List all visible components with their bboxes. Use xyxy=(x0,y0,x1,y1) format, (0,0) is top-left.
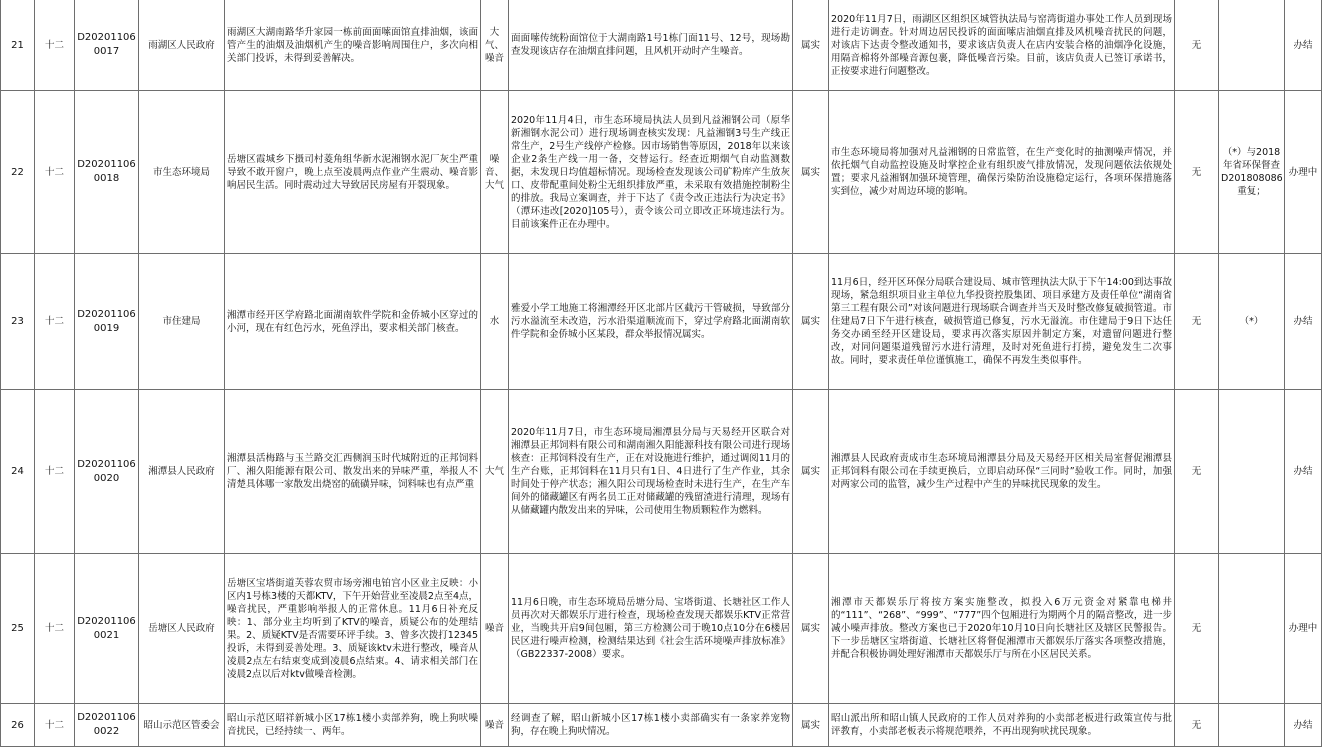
row-category: 大气 xyxy=(481,390,509,554)
row-complaint: 雨湖区大湖南路华升家园一栋前面面嗦面馆直排油烟，该面管产生的油烟及油烟机产生的噪音影响周围住户，多次向相关部门投诉，未得到妥善解决。 xyxy=(225,0,481,91)
table-row xyxy=(1,0,1322,91)
row-code: D202011060017 xyxy=(75,0,139,91)
row-index: 21 xyxy=(1,0,35,91)
row-unit: 市生态环境局 xyxy=(139,91,225,254)
row-status: 办结 xyxy=(1285,0,1322,91)
row-code: D202011060018 xyxy=(75,91,139,254)
row-accountability: 无 xyxy=(1175,91,1219,254)
row-category: 噪音 xyxy=(481,554,509,704)
row-verdict: 属实 xyxy=(793,554,829,704)
row-index: 25 xyxy=(1,554,35,704)
row-code: D202011060020 xyxy=(75,390,139,554)
row-status: 办结 xyxy=(1285,254,1322,390)
row-status: 办结 xyxy=(1285,390,1322,554)
row-complaint: 岳塘区宝塔街道芙蓉农贸市场旁湘电铂宫小区业主反映：小区内1号栋3楼的天都KTV，下午开始营业至凌晨2点至4点，噪音扰民，严重影响举报人的正常休息。11月6日补充反映：1、部分业主均听到了KTV的噪音，质疑公布的处理结果。2、质疑KTV是否需要环评手续。3、曾多次拨打12345投诉，未得到妥善处理。3、质疑该ktv未进行整改，噪音从凌晨2点左右结束变成到凌晨6点结束。4、请求相关部门在凌晨2点以后对ktv做噪音检测。 xyxy=(225,554,481,704)
row-category: 大气、噪音 xyxy=(481,0,509,91)
row-batch: 十二 xyxy=(35,390,75,554)
row-investigation: 经调查了解，昭山新城小区17栋1楼小卖部确实有一条家养宠物狗，存在晚上狗吠情况。 xyxy=(509,704,793,747)
row-verdict: 属实 xyxy=(793,390,829,554)
row-verdict: 属实 xyxy=(793,254,829,390)
row-remark xyxy=(1219,390,1285,554)
row-index: 22 xyxy=(1,91,35,254)
row-index: 24 xyxy=(1,390,35,554)
row-accountability: 无 xyxy=(1175,0,1219,91)
row-accountability: 无 xyxy=(1175,704,1219,747)
table-row xyxy=(1,254,1322,390)
row-unit: 市住建局 xyxy=(139,254,225,390)
row-status: 办结 xyxy=(1285,704,1322,747)
row-batch: 十二 xyxy=(35,91,75,254)
row-handling: 湘潭市天都娱乐厅将按方案实施整改，拟投入6万元资金对紧靠电梯井的“111”、“268”、“999”、“777”四个包厢进行为期两个月的隔音整改，进一步减小噪声排放。整改方案也已于2020年10月10日向长塘社区及辖区民警报告。下一步岳塘区宝塔街道、长塘社区将督促湘潭市天都娱乐厅落实各项整改措施，并配合积极协调处理好湘潭市天都娱乐厅与所在小区居民关系。 xyxy=(829,554,1175,704)
row-accountability: 无 xyxy=(1175,554,1219,704)
row-remark xyxy=(1219,554,1285,704)
row-complaint: 湘潭市经开区学府路北面湖南软件学院和金侨城小区穿过的小河，现在有红色污水，死鱼浮出，要求相关部门核查。 xyxy=(225,254,481,390)
row-batch: 十二 xyxy=(35,0,75,91)
row-remark xyxy=(1219,704,1285,747)
row-complaint: 昭山示范区昭祥新城小区17栋1楼小卖部养狗，晚上狗吠噪音扰民，已经持续一、两年。 xyxy=(225,704,481,747)
table-row xyxy=(1,390,1322,554)
row-investigation: 2020年11月4日，市生态环境局执法人员到凡益湘钢公司（原华新湘钢水泥公司）进行现场调查核实发现：凡益湘钢3号生产线正常生产，2号生产线停产检修。因市场销售等原因，2018年以来该企业2条生产线一用一备，交替运行。经查近期烟气自动监测数据，未发现日均值超标情况。现场检查发现该公司矿粉库产生放灰口、皮带配重间处粉尘无组织排放严重，未采取有效措施控制粉尘的排放。我局立案调查，并于下达了《责令改正违法行为决定书》（潭环违改[2020]105号），责令该公司立即改正环境违法行为。目前该案件正在办理中。 xyxy=(509,91,793,254)
row-unit: 湘潭县人民政府 xyxy=(139,390,225,554)
row-index: 23 xyxy=(1,254,35,390)
row-handling: 昭山派出所和昭山镇人民政府的工作人员对养狗的小卖部老板进行政策宣传与批评教育，小卖部老板表示将规范喂养，不再出现狗吠扰民现象。 xyxy=(829,704,1175,747)
row-handling: 2020年11月7日，雨湖区区组织区城管执法局与窑湾街道办事处工作人员到现场进行走访调查。针对周边居民投诉的面面嗦店油烟直排及风机噪音扰民的问题，对该店下达责令整改通知书，要求该店负责人在店内安装合格的油烟净化设施，用隔音棉将外部噪音源包裹，降低噪音污染。目前，该店负责人已签订承诺书，正按要求进行问题整改。 xyxy=(829,0,1175,91)
table-row xyxy=(1,91,1322,254)
row-batch: 十二 xyxy=(35,704,75,747)
row-code: D202011060021 xyxy=(75,554,139,704)
row-batch: 十二 xyxy=(35,254,75,390)
row-batch: 十二 xyxy=(35,554,75,704)
row-handling: 11月6日，经开区环保分局联合建设局、城市管理执法大队于下午14:00到达事故现场，紧急组织项目业主单位九华投资控股集团、项目承建方及责任单位“湖南省第三工程有限公司”对该问题进行现场联合调查并当天及时整改修复破损管道。市住建局7日下午进行核查，破损管道已修复，污水无溢流。市住建局于9日下达任务交办函至经开区建设局，要求再次落实原因并制定方案，对遗留问题进行整改，对同问题渠道残留污水进行清理，及时对死鱼进行打捞，避免发生二次事故。同时，要求责任单位谨慎施工，确保不再发生类似事件。 xyxy=(829,254,1175,390)
row-investigation: 雅爱小学工地施工将湘潭经开区北部片区截污干管破损，导致部分污水溢流至未改造，污水沿渠道顺流而下，穿过学府路北面湖南软件学院和金侨城小区某段，群众举报情况属实。 xyxy=(509,254,793,390)
row-unit: 雨湖区人民政府 xyxy=(139,0,225,91)
table-row xyxy=(1,704,1322,747)
row-status: 办理中 xyxy=(1285,554,1322,704)
row-verdict: 属实 xyxy=(793,0,829,91)
row-category: 水 xyxy=(481,254,509,390)
row-code: D202011060022 xyxy=(75,704,139,747)
row-unit: 昭山示范区管委会 xyxy=(139,704,225,747)
row-accountability: 无 xyxy=(1175,254,1219,390)
row-remark: （*） xyxy=(1219,254,1285,390)
row-category: 噪音、大气 xyxy=(481,91,509,254)
row-unit: 岳塘区人民政府 xyxy=(139,554,225,704)
row-verdict: 属实 xyxy=(793,91,829,254)
row-verdict: 属实 xyxy=(793,704,829,747)
table-body xyxy=(1,0,1322,747)
row-index: 26 xyxy=(1,704,35,747)
table-row xyxy=(1,554,1322,704)
row-investigation: 2020年11月7日，市生态环境局湘潭县分局与天易经开区联合对湘潭县正邦饲料有限公司和湖南湘久阳能源科技有限公司进行现场核查：正邦饲料没有生产，正在对设施进行维护，通过调阅11月的生产台账，正邦饲料在11月只有1日、4日进行了生产作业，其余时间处于停产状态；湘久阳公司现场检查时未进行生产，在生产车间外的储藏罐区有两名员工正对储藏罐的残留渣进行清理，现场有从储藏罐内散发出来的异味，公司使用生物质颗粒作为燃料。 xyxy=(509,390,793,554)
row-accountability: 无 xyxy=(1175,390,1219,554)
row-status: 办理中 xyxy=(1285,91,1322,254)
row-handling: 湘潭县人民政府责成市生态环境局湘潭县分局及天易经开区相关局室督促湘潭县正邦饲料有限公司在手续更换后，立即启动环保“三同时”验收工作。同时，加强对两家公司的监管，减少生产过程中产生的异味扰民现象的发生。 xyxy=(829,390,1175,554)
row-complaint: 岳塘区霞城乡下摄司村菱角组华新水泥湘钢水泥厂灰尘严重导致不敢开窗户，晚上点至凌晨两点作业产生震动、噪音影响居民生活。同时震动过大导致居民房屋有开裂现象。 xyxy=(225,91,481,254)
row-handling: 市生态环境局将加强对凡益湘钢的日常监管，在生产变化时的抽测噪声情况，并依托烟气自动监控设施及时掌控企业有组织废气排放情况，发现问题依法依规处置；要求凡益湘钢加强环境管理，确保污染防治设施稳定运行，各项环保措施落实到位，减少对周边环境的影响。 xyxy=(829,91,1175,254)
row-remark xyxy=(1219,0,1285,91)
row-investigation: 面面嗦传统粉面馆位于大湖南路1号1栋门面11号、12号，现场勘查发现该店存在油烟直排问题，且风机开动时产生噪音。 xyxy=(509,0,793,91)
row-investigation: 11月6日晚，市生态环境局岳塘分局、宝塔街道、长塘社区工作人员再次对天都娱乐厅进行检查，现场检查发现天都娱乐KTV正常营业，当晚共开启9间包厢，第三方检测公司于晚10点10分在6楼居民区进行噪声检测，检测结果达到《社会生活环境噪声排放标准》（GB22337-2008）要求。 xyxy=(509,554,793,704)
row-complaint: 湘潭县活梅路与玉兰路交汇西侧润玉时代城附近的正邦饲料厂、湘久阳能源有限公司、散发出来的异味严重，举报人不清楚具体哪一家散发出烧窑的硫磺异味，饲料味也有点严重 xyxy=(225,390,481,554)
row-code: D202011060019 xyxy=(75,254,139,390)
row-remark: （*）与2018年省环保督查D201808086重复； xyxy=(1219,91,1285,254)
row-category: 噪音 xyxy=(481,704,509,747)
